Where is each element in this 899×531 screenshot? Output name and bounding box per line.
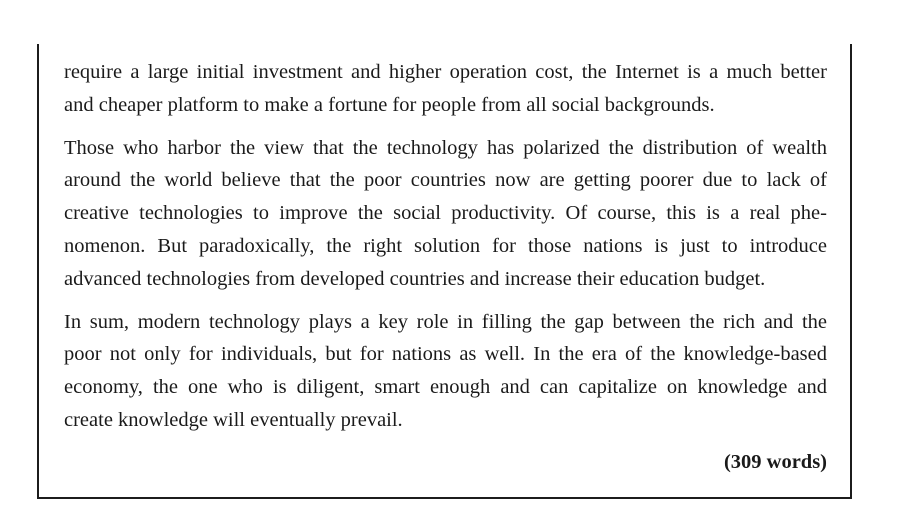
paragraph-1 bbox=[64, 56, 827, 122]
paragraph-line: advanced technologies from developed countries and increase their education budget. bbox=[64, 267, 766, 290]
paragraph-line: require a large initial investment and higher operation cost, the Internet is a much better bbox=[64, 61, 827, 83]
paragraph-line: creative technologies to improve the social productivity. Of course, this is a real phe- bbox=[64, 202, 827, 225]
paragraph-2 bbox=[64, 132, 827, 296]
paragraph-line: Those who harbor the view that the technology has polarized the distribution of wealth bbox=[64, 136, 827, 159]
paragraph-line: and cheaper platform to make a fortune for people from all social backgrounds. bbox=[64, 93, 715, 116]
paragraph-3 bbox=[64, 306, 827, 437]
word-count-label: (309 words) bbox=[723, 451, 827, 473]
paragraph-line: create knowledge will eventually prevail. bbox=[64, 408, 403, 431]
paragraph-line: nomenon. But paradoxically, the right solution for those nations is just to introduce bbox=[64, 234, 827, 257]
essay-body bbox=[64, 56, 827, 447]
paragraph-line: economy, the one who is diligent, smart enough and can capitalize on knowledge and bbox=[64, 376, 827, 399]
paragraph-line: In sum, modern technology plays a key role in filling the gap between the rich and the bbox=[64, 310, 827, 333]
paragraph-line: around the world believe that the poor countries now are getting poorer due to lack of bbox=[64, 169, 827, 192]
paragraph-line: poor not only for individuals, but for nations as well. In the era of the knowledge-based bbox=[64, 343, 827, 366]
